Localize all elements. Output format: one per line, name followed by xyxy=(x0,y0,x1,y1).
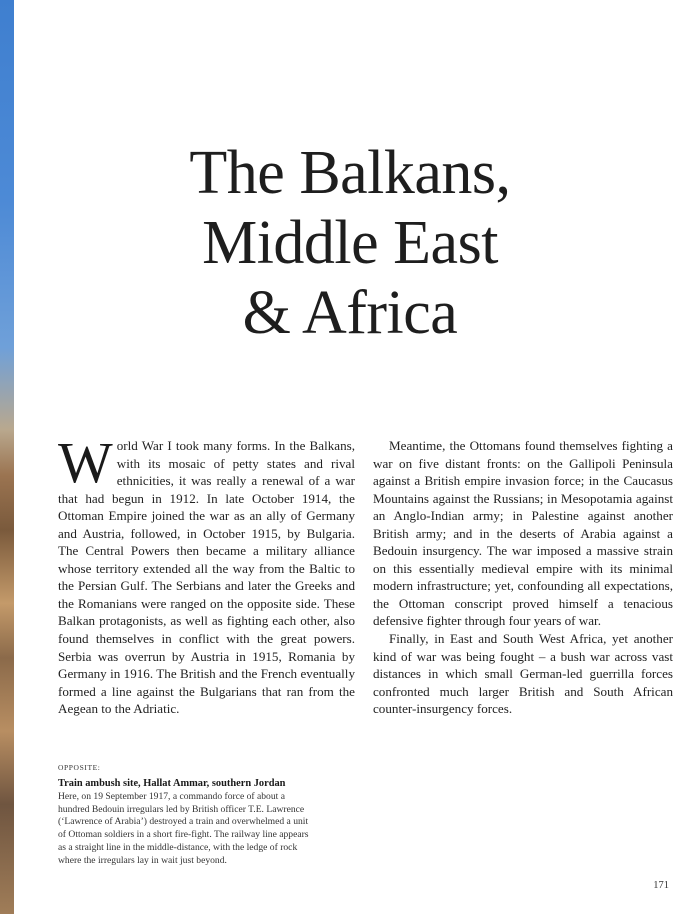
intro-paragraph xyxy=(58,430,355,718)
body-column-left xyxy=(58,430,355,718)
body-column-right xyxy=(373,437,673,718)
drop-cap: W xyxy=(58,430,113,495)
intro-paragraph-text: orld War I took many forms. In the Balkans, with its mosaic of petty states and rival ethnicities, it was really a renewal of a war that had begun in 1912. In late October 1914, the Ottoman Empire joined the war as an ally of Germany and Austria, followed, in October 1915, by Bulgaria. The Central Powers then became a military alliance whose territory extended all the way from the Baltic to the Persian Gulf. The Serbians and later the Greeks and the Romanians were ranged on the opposite side. These Balkan protagonists, as well as fighting each other, also found themselves in conflict with the great powers. Serbia was overrun by Austria in 1915, Romania by Germany in 1916. The British and the French eventually formed a line against the Bulgarians that ran from the Aegean to the Adriatic. xyxy=(58,438,355,717)
chapter-title-line-2: Middle East xyxy=(202,209,498,277)
photo-caption xyxy=(58,762,316,868)
caption-label: OPPOSITE: xyxy=(58,763,101,772)
ottoman-fronts-paragraph: Meantime, the Ottomans found themselves fighting a war on five distant fronts: on the Gallipoli Peninsula against a British empire invasion force; in the Caucasus Mountains against the Russians; in Mesopotamia against an Anglo-Indian army; in Palestine against another British army; and in the deserts of Arabia against a Bedouin insurgency. The war imposed a massive strain on this essentially medieval empire with its minimal modern infrastructure; yet, confounding all expectations, the Ottoman conscript proved himself a tenacious defensive fighter through four years of war. xyxy=(373,438,673,629)
chapter-title xyxy=(0,138,700,348)
chapter-title-line-1: The Balkans, xyxy=(189,139,511,207)
caption-text: Here, on 19 September 1917, a commando force of about a hundred Bedouin irregulars led by British officer T.E. Lawrence (‘Lawrence of Arabia’) destroyed a train and overwhelmed a unit of Ottoman soldiers in a short fire-fight. The railway line appears as a straight line in the middle-distance, with the ledge of rock where the irregulars lay in wait just beyond. xyxy=(58,790,309,866)
africa-paragraph: Finally, in East and South West Africa, yet another kind of war was being fought – a bush war across vast distances in which small German-led guerrilla forces confronted much larger British and South African counter-insurgency forces. xyxy=(373,631,673,717)
caption-title: Train ambush site, Hallat Ammar, southern Jordan xyxy=(58,777,286,789)
chapter-title-line-3: & Africa xyxy=(242,279,458,347)
page-number: 171 xyxy=(653,880,669,891)
